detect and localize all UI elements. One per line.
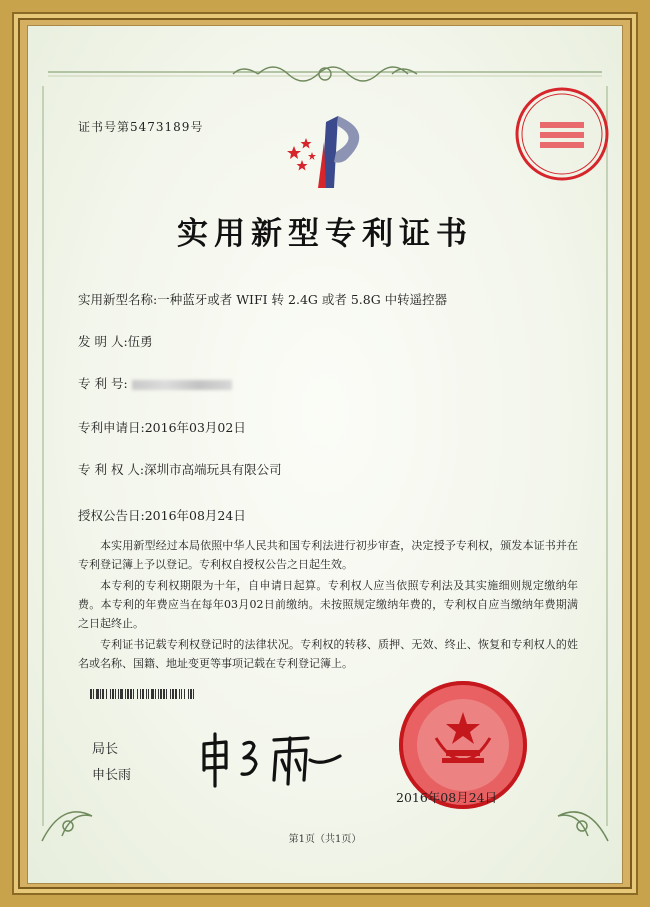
utility-model-name-row xyxy=(78,290,447,308)
certificate-title: 实用新型专利证书 xyxy=(177,216,473,252)
grant-date: 2016年08月24日 xyxy=(396,790,498,805)
announcement-date-row xyxy=(78,506,246,524)
patent-holder-value: 深圳市高端玩具有限公司 xyxy=(144,462,282,477)
filing-date-value: 2016年03月02日 xyxy=(144,420,246,435)
inventor-value: 伍勇 xyxy=(127,334,153,349)
certificate-paper xyxy=(28,26,622,883)
signatory-name: 申长雨 xyxy=(92,768,132,783)
patent-office-logo xyxy=(280,112,376,192)
utility-model-name-label: 实用新型名称: xyxy=(78,292,158,307)
filing-date-row xyxy=(78,418,246,436)
body-paragraph-3: 专利证书记载专利权登记时的法律状况。专利权的转移、质押、无效、终止、恢复和专利权人的姓名或名称、国籍、地址变更等事项记载在专利登记簿上。 xyxy=(78,638,578,670)
certificate-number: 证书号第5473189号 xyxy=(78,120,204,134)
barcode xyxy=(90,689,295,699)
handwritten-signature xyxy=(198,730,348,790)
filing-date-label: 专利申请日: xyxy=(78,420,145,435)
patent-number-redacted xyxy=(132,380,232,390)
patent-number-row xyxy=(78,374,232,392)
body-paragraph-2: 本专利的专利权期限为十年，自申请日起算。专利权人应当依照专利法及其实施细则规定缴纳年费。本专利的年费应当在每年03月02日前缴纳。未按照规定缴纳年费的，专利权自应当缴纳年费期满之日起终止。 xyxy=(78,579,578,630)
body-paragraph-1: 本实用新型经过本局依照中华人民共和国专利法进行初步审查，决定授予专利权，颁发本证书并在专利登记簿上予以登记。专利权自授权公告之日起生效。 xyxy=(78,539,578,571)
inventor-row xyxy=(78,332,153,350)
utility-model-name-value: 一种蓝牙或者 WIFI 转 2.4G 或者 5.8G 中转遥控器 xyxy=(157,292,448,307)
ornament-left xyxy=(36,86,50,826)
patent-holder-label: 专 利 权 人: xyxy=(78,462,145,477)
signatory-title: 局长 xyxy=(92,742,119,757)
announcement-date-label: 授权公告日: xyxy=(78,508,145,523)
announcement-date-value: 2016年08月24日 xyxy=(144,508,246,523)
patent-number-label: 专 利 号: xyxy=(78,376,128,391)
ornament-right xyxy=(600,86,614,826)
inventor-label: 发 明 人: xyxy=(78,334,128,349)
page-number: 第1页（共1页） xyxy=(288,834,362,845)
patent-holder-row xyxy=(78,460,282,478)
agency-seal xyxy=(512,84,612,184)
certificate-body xyxy=(78,536,578,675)
